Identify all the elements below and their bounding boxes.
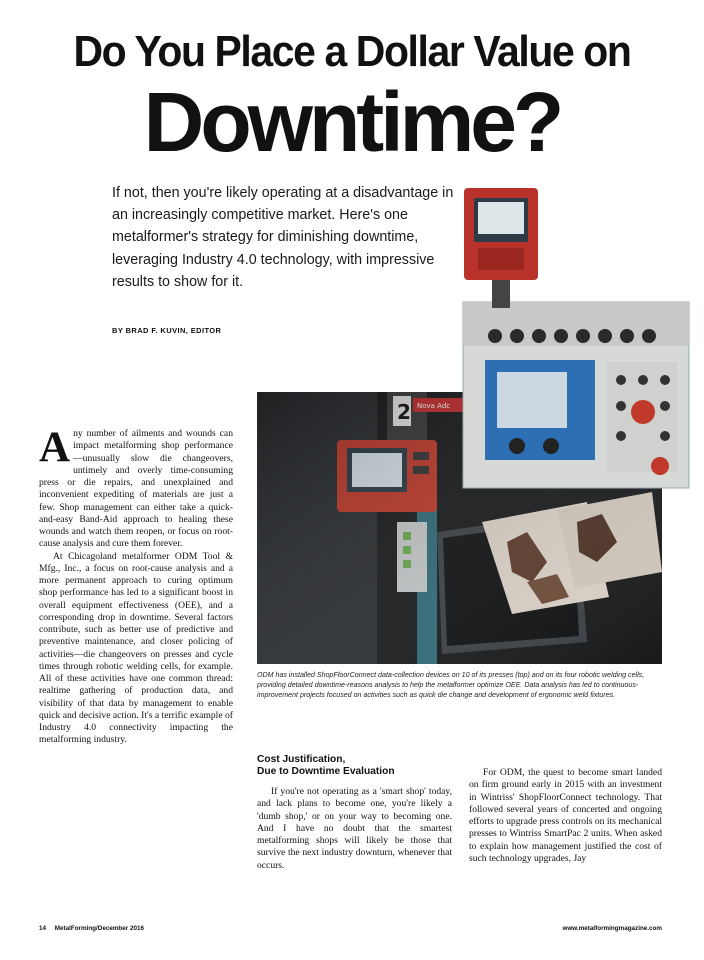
headline-line1: Do You Place a Dollar Value on — [73, 27, 631, 76]
col3-paragraph-1: For ODM, the quest to become smart landed on firm ground early in 2015 with an investment in Wintriss' ShopFloorConnect technology. That followed several years of concerted and ongoing efforts to upgrade press controls on its mechanical presses to Wintriss SmartPac 2 units. When asked to explain how management justified the cost of such technology upgrades, Jay — [469, 767, 662, 864]
smartpac-unit-illustration — [462, 186, 540, 310]
smartpac-unit-photo — [462, 186, 540, 310]
body-column-2 — [257, 754, 452, 872]
drop-cap: A — [39, 424, 71, 471]
sign-number: 2 — [397, 400, 411, 424]
deck-text: If not, then you're likely operating at a disadvantage in an increasingly competitive market. Here's one metalformer's strategy for diminishing downtime, leveraging Industry 4.0 technology, with impressive results to show for it. — [112, 185, 454, 290]
control-panel-illustration — [455, 296, 691, 490]
headline-line2: Downtime? — [143, 75, 561, 169]
body-column-1 — [39, 424, 233, 747]
col2-paragraph-1: If you're not operating as a 'smart shop' today, and lack plans to become one, you're likely a 'dumb shop,' or on your way to becoming one. And I have no doubt that the smartest metalforming shops will likely be those that survive the next industry downturn, whenever that occurs. — [257, 786, 452, 871]
footer-website: www.metalformingmagazine.com — [562, 925, 662, 932]
sign-brand: Nova Adc — [417, 402, 451, 410]
photo-caption: ODM has installed ShopFloorConnect data-collection devices on 10 of its presses (top) and on its four robotic welding cells, providing detailed downtime-reasons analysis to help the metalformer optimize OEE. Data analysis has led to continuous-improvement projects focused on activities such as quick die change and development of ergonomic weld fixtures. — [257, 671, 645, 700]
byline: BY BRAD F. KUVIN, EDITOR — [112, 326, 222, 335]
subhead-line-1: Cost Justification, — [257, 754, 346, 765]
control-panel-photo — [455, 296, 691, 490]
col1-paragraph-2: At Chicagoland metalformer ODM Tool & Mfg., Inc., a focus on root-cause analysis and a more permanent approach to curing optimum shop performance has led to a significant boost in overall equipment effectiveness (OEE), and a corresponding drop in downtime. Several factors contribute, such as better use of predictive and preventive maintenance, and closer policing of activities—die changeovers on presses and cycle times through robotic welding cells, for example. All of these activities have one common thread: realtime gathering of production data, and visibility of that data by management to enable quick and decisive action. It's a terrific example of Industry 4.0 connectivity impacting the metalforming industry. — [39, 550, 233, 746]
body-column-3 — [469, 767, 662, 865]
col1-paragraph-1: ny number of ailments and wounds can impact metalforming shop performance—unusually slow die changeovers, untimely and overly time-consuming press or die repairs, and unexplained and inconvenient expediting of materials are just a few. Shop management can either take a quick-and-easy Band-Aid approach to healing these wounds and watch them reopen, or focus on root-cause analysis and cure them forever. — [39, 428, 233, 550]
section-subhead — [257, 754, 452, 778]
footer-folio: 14 MetalForming/December 2016 — [39, 925, 144, 932]
subhead-line-2: Due to Downtime Evaluation — [257, 766, 395, 777]
